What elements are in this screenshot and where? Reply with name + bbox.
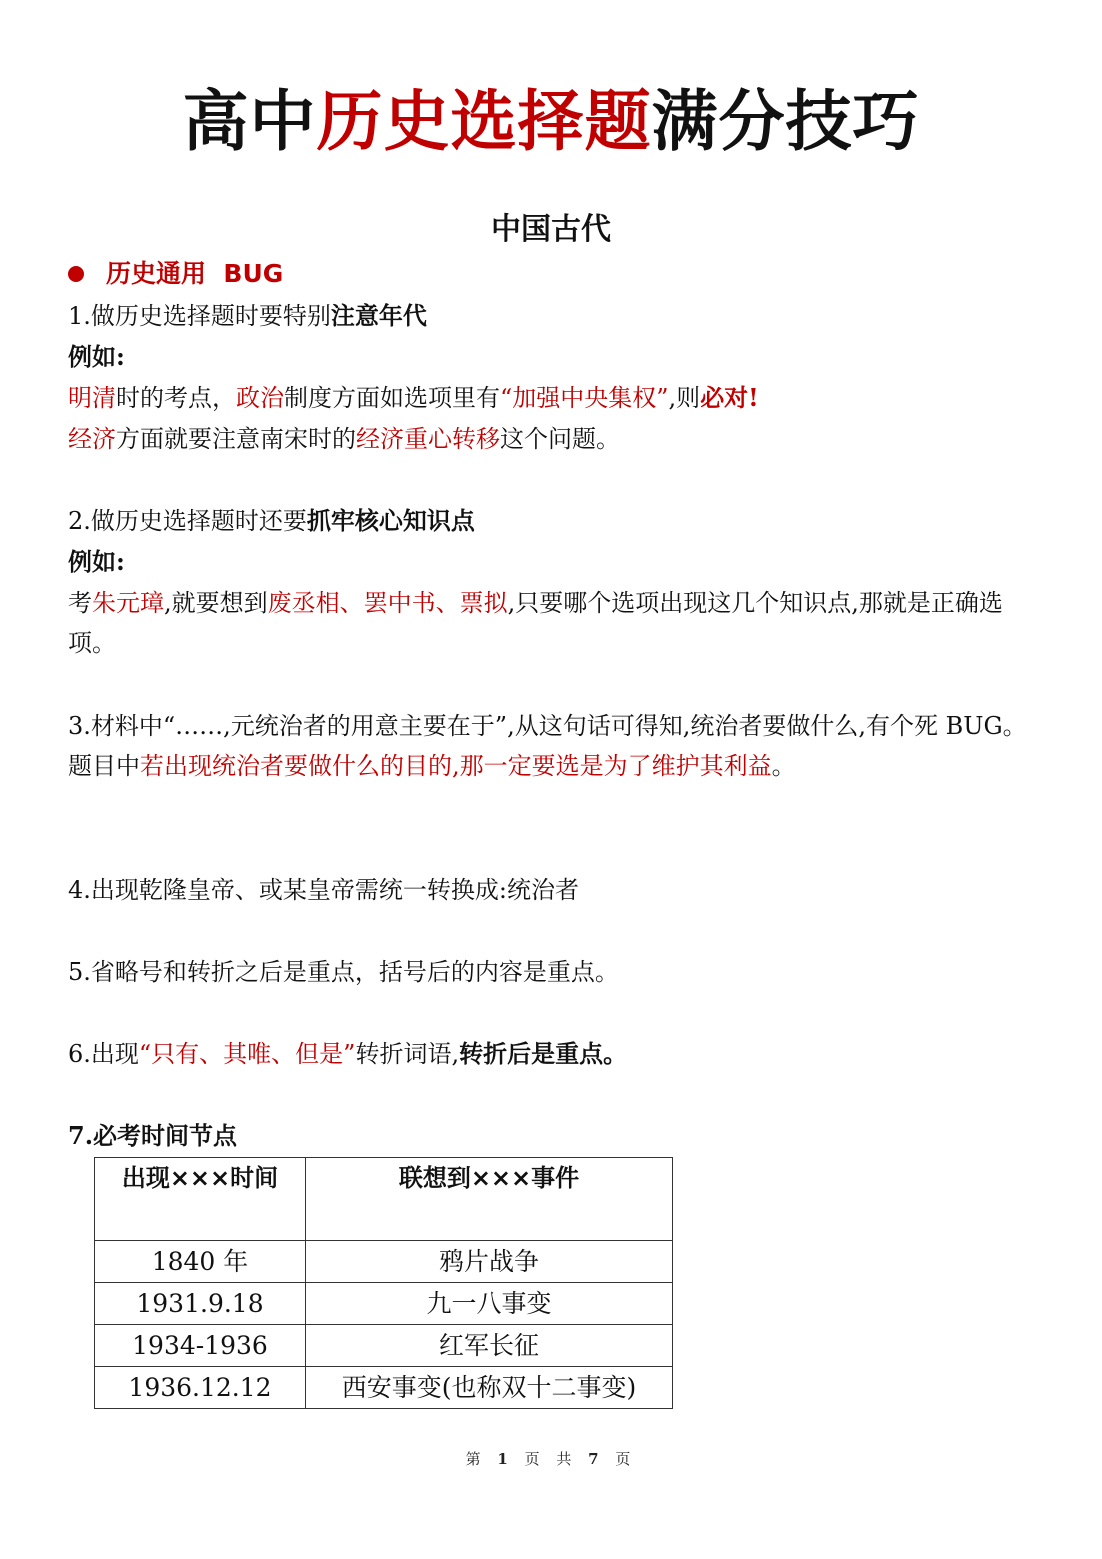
item2-heading-bold: 抓牢核心知识点 bbox=[306, 506, 475, 535]
table-cell-time: 1936.12.12 bbox=[95, 1367, 306, 1409]
table-cell-event: 红军长征 bbox=[306, 1325, 673, 1367]
text-red: “只有、其唯、但是” bbox=[138, 1040, 356, 1068]
table-row bbox=[95, 1241, 673, 1283]
footer-mid: 页 共 bbox=[524, 1450, 578, 1468]
item2-heading-plain: 2.做历史选择题时还要 bbox=[68, 507, 307, 535]
text: 时的考点， bbox=[116, 384, 236, 412]
table-header-row bbox=[95, 1158, 673, 1241]
text-bold: 转折后是重点。 bbox=[459, 1039, 628, 1068]
key-dates-table bbox=[94, 1157, 673, 1409]
table-cell-time: 1934-1936 bbox=[95, 1325, 306, 1367]
text: 3.材料中“……,元统治者的用意主要在于”,从这句话可得知,统治者要做什么,有个死 BUG。题目中 bbox=[68, 712, 1027, 780]
item5: 5.省略号和转折之后是重点，括号后的内容是重点。 bbox=[68, 958, 619, 986]
item4: 4.出现乾隆皇帝、或某皇帝需统一转换成:统治者 bbox=[68, 876, 579, 904]
bullet-icon bbox=[68, 266, 84, 282]
text: 方面就要注意南宋时的 bbox=[116, 425, 356, 453]
table-row bbox=[95, 1367, 673, 1409]
item7-heading: 7.必考时间节点 bbox=[68, 1121, 238, 1150]
table-row bbox=[95, 1283, 673, 1325]
item1-heading-bold: 注意年代 bbox=[330, 301, 427, 330]
text-red: 经济 bbox=[68, 425, 116, 453]
total-pages: 7 bbox=[588, 1450, 605, 1468]
page-footer bbox=[0, 1448, 1102, 1469]
table-header-time: 出现×××时间 bbox=[95, 1158, 306, 1241]
title-part-3: 满分技巧 bbox=[651, 83, 920, 160]
item3-body bbox=[68, 706, 1038, 786]
table-cell-time: 1931.9.18 bbox=[95, 1283, 306, 1325]
section-title: 中国古代 bbox=[491, 212, 611, 247]
table-cell-event: 鸦片战争 bbox=[306, 1241, 673, 1283]
text-red-bold: 必对! bbox=[700, 383, 759, 412]
text-red: 政治 bbox=[236, 384, 284, 412]
text-red: 明清 bbox=[68, 384, 116, 412]
text-red: 经济重心转移 bbox=[356, 425, 500, 453]
text-red: 废丞相、罢中书、票拟 bbox=[267, 589, 508, 617]
text: ,就要想到 bbox=[164, 589, 268, 617]
table-cell-time: 1840 年 bbox=[95, 1241, 306, 1283]
bullet-heading-text: 历史通用 BUG bbox=[106, 259, 284, 288]
bullet-heading bbox=[68, 256, 283, 292]
document-title bbox=[0, 78, 1102, 166]
footer-suffix: 页 bbox=[615, 1450, 637, 1468]
item6 bbox=[68, 1034, 627, 1074]
text: ,只要哪个选项出现这几个知识点,那就是正确选项。 bbox=[68, 589, 1003, 657]
text-red: 朱元璋 bbox=[92, 589, 164, 617]
item1-example-line2 bbox=[68, 419, 620, 459]
footer-prefix: 第 bbox=[465, 1450, 487, 1468]
item1-example-label: 例如: bbox=[68, 342, 125, 371]
title-part-2-red: 历史选择题 bbox=[316, 83, 652, 160]
text: ,则 bbox=[668, 384, 701, 412]
item2-heading bbox=[68, 501, 475, 541]
table-cell-event: 九一八事变 bbox=[306, 1283, 673, 1325]
text-red: “加强中央集权” bbox=[500, 384, 669, 412]
table-cell-event: 西安事变(也称双十二事变) bbox=[306, 1367, 673, 1409]
item1-example-line1 bbox=[68, 378, 759, 418]
text-red: 若出现统治者要做什么的目的,那一定要选是为了维护其利益 bbox=[140, 752, 772, 780]
text: 制度方面如选项里有 bbox=[284, 384, 500, 412]
item1-heading bbox=[68, 296, 427, 336]
table-row bbox=[95, 1325, 673, 1367]
text: 。 bbox=[771, 752, 796, 780]
table-header-event: 联想到×××事件 bbox=[306, 1158, 673, 1241]
title-part-1: 高中 bbox=[182, 83, 317, 160]
current-page-number: 1 bbox=[497, 1450, 514, 1468]
item2-example-label: 例如: bbox=[68, 547, 125, 576]
item2-example-body bbox=[68, 583, 1038, 663]
text: 转折词语, bbox=[355, 1040, 460, 1068]
text: 这个问题。 bbox=[500, 425, 620, 453]
text: 考 bbox=[68, 589, 92, 617]
item1-heading-plain: 1.做历史选择题时要特别 bbox=[68, 302, 331, 330]
text: 6.出现 bbox=[68, 1040, 139, 1068]
